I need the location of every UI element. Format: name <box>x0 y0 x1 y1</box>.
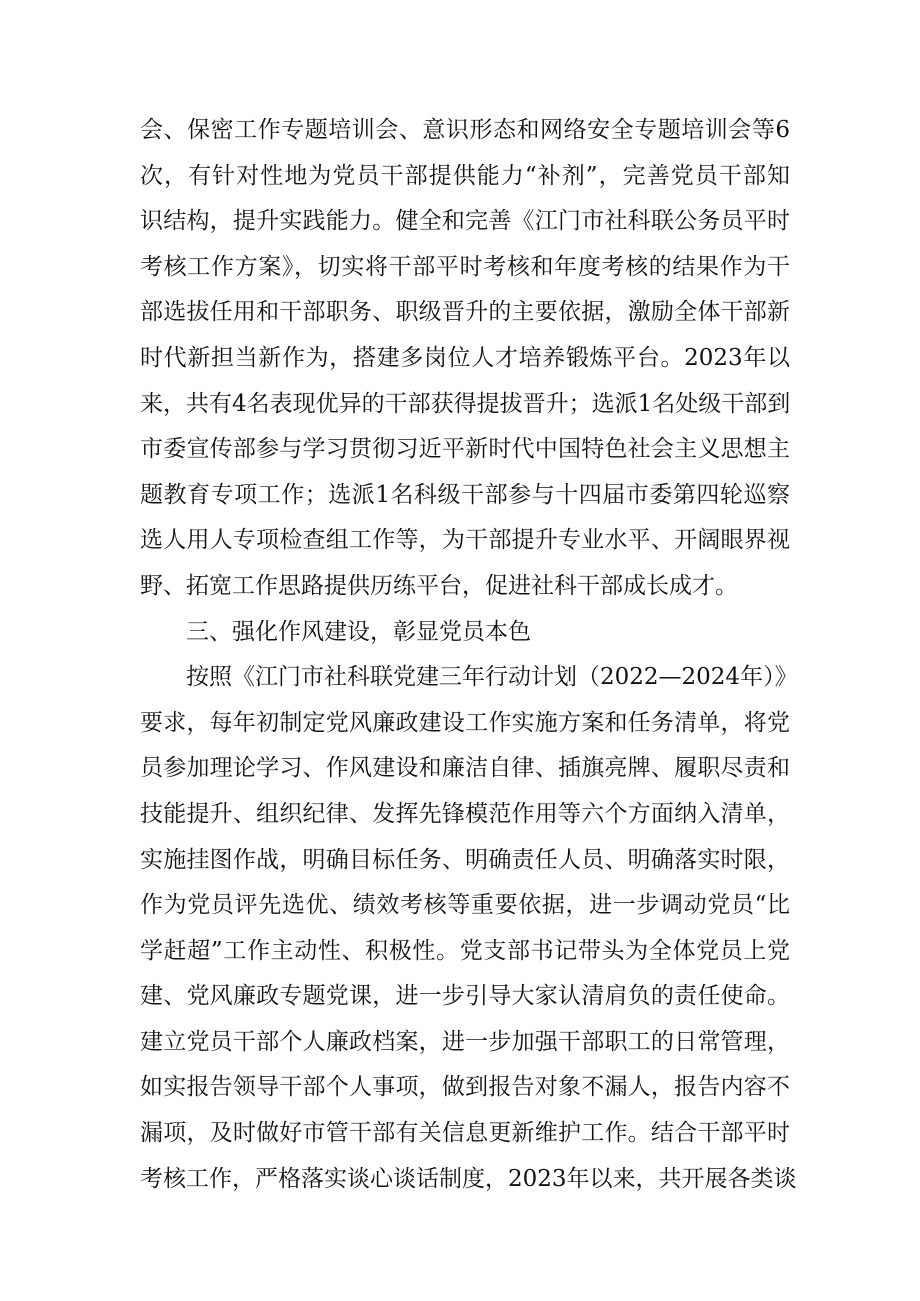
text-line: 识结构，提升实践能力。健全和完善《江门市社科联公务员平时 <box>140 208 790 235</box>
text-line: 技能提升、组织纪律、发挥先锋模范作用等六个方面纳入清单， <box>140 800 790 827</box>
text-line: 漏项，及时做好市管干部有关信息更新维护工作。结合干部平时 <box>140 1120 790 1147</box>
paragraph-cadre-training <box>140 108 790 610</box>
text-line: 建、党风廉政专题党课，进一步引导大家认清肩负的责任使命。 <box>140 983 790 1010</box>
text-line: 部选拔任用和干部职务、职级晋升的主要依据，激励全体干部新 <box>140 299 790 326</box>
text-line: 来，共有4名表现优异的干部获得提拔晋升；选派1名处级干部到 <box>140 390 791 417</box>
text-line: 实施挂图作战，明确目标任务、明确责任人员、明确落实时限， <box>140 846 790 873</box>
text-line: 学赶超”工作主动性、积极性。党支部书记带头为全体党员上党 <box>140 937 790 964</box>
text-line: 考核工作，严格落实谈心谈话制度，2023年以来，共开展各类谈 <box>140 1165 797 1192</box>
text-line: 考核工作方案》，切实将干部平时考核和年度考核的结果作为干 <box>140 253 790 280</box>
text-line: 野、拓宽工作思路提供历练平台，促进社科干部成长成才。 <box>140 572 738 599</box>
text-line: 员参加理论学习、作风建设和廉洁自律、插旗亮牌、履职尽责和 <box>140 755 790 782</box>
section-heading: 三、强化作风建设，彰显党员本色 <box>186 618 531 645</box>
text-line: 会、保密工作专题培训会、意识形态和网络安全专题培训会等6 <box>140 117 790 143</box>
text-line: 次，有针对性地为党员干部提供能力“补剂”，完善党员干部知 <box>140 162 790 189</box>
paragraph-work-style <box>140 655 798 1202</box>
text-line: 建立党员干部个人廉政档案，进一步加强干部职工的日常管理， <box>140 1028 790 1055</box>
text-line: 按照《江门市社科联党建三年行动计划（2022—2024年）》 <box>186 664 798 691</box>
text-line: 如实报告领导干部个人事项，做到报告对象不漏人，报告内容不 <box>140 1074 790 1101</box>
text-line: 市委宣传部参与学习贯彻习近平新时代中国特色社会主义思想主 <box>140 436 790 463</box>
text-line: 时代新担当新作为，搭建多岗位人才培养锻炼平台。2023年以 <box>140 344 790 371</box>
text-line: 要求，每年初制定党风廉政建设工作实施方案和任务清单，将党 <box>140 709 790 736</box>
text-line: 题教育专项工作；选派1名科级干部参与十四届市委第四轮巡察 <box>140 481 790 508</box>
text-line: 选人用人专项检查组工作等，为干部提升专业水平、开阔眼界视 <box>140 527 790 554</box>
document-body <box>140 108 798 1202</box>
text-line: 作为党员评先选优、绩效考核等重要依据，进一步调动党员“比 <box>140 892 790 919</box>
